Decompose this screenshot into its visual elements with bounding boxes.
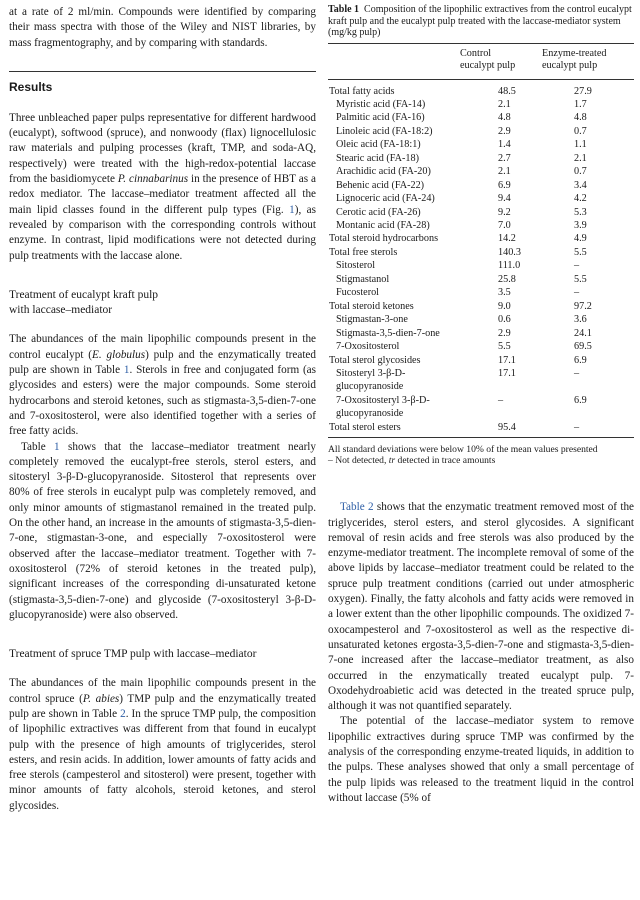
control-value-cell: 17.1: [498, 354, 516, 366]
compound-name-cell: Total free sterols: [329, 246, 398, 258]
treated-value-cell: 3.9: [574, 220, 587, 232]
treated-value-cell: 97.2: [574, 300, 592, 312]
control-value-cell: [480, 380, 564, 393]
compound-name-cell: Cerotic acid (FA-26): [336, 206, 421, 218]
control-value-cell: 2.1: [498, 98, 511, 110]
text-run: . Sterols in free and conjugated form (as glycosides and esters) were the major compounds. Some steroid hydrocarbons and steroid ketones, such as stigmasta-3,5-dien-7-one and 7-oxositosterol, were also identified together with a series of free fatty acids.: [9, 364, 316, 438]
treated-value-cell: –: [574, 421, 580, 433]
subheading-spruce: Treatment of spruce TMP pulp with laccase–mediator: [9, 648, 257, 661]
table-row: [328, 219, 634, 232]
compound-name-cell: Stigmastan-3-one: [336, 314, 408, 326]
compound-name-cell: Myristic acid (FA-14): [336, 98, 426, 110]
subheading-eucalypt-line1: Treatment of eucalypt kraft pulp: [9, 288, 159, 301]
table-row: [328, 85, 634, 98]
table-row: [328, 407, 634, 420]
table-row: [328, 273, 634, 286]
treated-value-cell: 2.1: [574, 152, 587, 164]
compound-name-cell: glucopyranoside: [336, 408, 404, 420]
table-row: [328, 125, 634, 138]
compound-name-cell: Total fatty acids: [329, 85, 395, 97]
table-row: [328, 192, 634, 205]
col-enzyme-header: [542, 48, 606, 73]
table-reference-link[interactable]: 1: [289, 203, 295, 216]
treated-value-cell: 4.8: [574, 112, 587, 124]
treated-value-cell: –: [574, 260, 580, 272]
col-enzyme-line2: eucalypt pulp: [542, 60, 598, 71]
treated-value-cell: –: [574, 368, 580, 380]
treated-value-cell: 6.9: [574, 394, 587, 406]
compound-name-cell: glucopyranoside: [336, 381, 404, 393]
control-value-cell: [480, 407, 564, 420]
table-row: [328, 421, 634, 434]
subheading-eucalypt: [9, 288, 316, 319]
compound-name-cell: Sitosteryl 3-β-D-: [336, 368, 406, 380]
text-run: shows that the laccase–mediator treatment nearly completely removed the eucalypt-free sterols, sterol esters, and sitosteryl 3-β-D-glucopyranoside. Sitosterol that represents over 80% of free sterols in eucalypt pulp was completely removed, and only minor amounts of stigmastanol remained in the treated pulp. On the other hand, an increase in the amounts of stigmasta-3,5-dien-7-one, stigmastan-3-one, and especially 7-oxositosterol were observed after the laccase–mediator treatment. Together with 7-oxositosterol (72% of steroid ketones in the treated pulp), significant increases of the corresponding di-unsaturated ketone (stigmasta-3,5-dien-7-one) and glycoside (7-oxositosteryl 3-β-D-glucopyranoside) were also observed.: [9, 440, 317, 621]
control-value-cell: 111.0: [498, 260, 521, 272]
compound-name-cell: Stearic acid (FA-18): [336, 152, 419, 164]
paragraph-eucalypt-table1: [9, 440, 316, 624]
control-value-cell: 9.0: [498, 300, 511, 312]
compound-name-cell: Palmitic acid (FA-16): [336, 112, 425, 124]
control-value-cell: 2.7: [498, 152, 511, 164]
text-run: . In the spruce TMP pulp, the composition of lipophilic extractives was different from that found in eucalypt pulp with the presence of high amounts of triglycerides, sterol esters, and resin acids. In addition, lower amounts of fatty acids and free sterols (campesterol and sitosterol) were present, together with minor amounts of fatty alcohols, steroid ketones, and sterol glycosides.: [9, 707, 316, 812]
control-value-cell: 48.5: [498, 85, 516, 97]
treated-value-cell: 3.6: [574, 314, 587, 326]
right-column: [328, 0, 634, 806]
text-run: Table: [21, 440, 55, 453]
subheading-eucalypt-line2: with laccase–mediator: [9, 304, 113, 317]
table-row: [328, 138, 634, 151]
compound-name-cell: Lignoceric acid (FA-24): [336, 193, 435, 205]
treated-value-cell: 1.1: [574, 139, 587, 151]
table-row: [328, 300, 634, 313]
table-reference-link[interactable]: 2: [120, 707, 126, 720]
table-row: [328, 367, 634, 380]
col-control-line2: eucalypt pulp: [460, 60, 516, 71]
compound-name-cell: Sitosterol: [336, 260, 376, 272]
treated-value-cell: 69.5: [574, 341, 592, 353]
control-value-cell: 6.9: [498, 179, 511, 191]
table1-column-headers: [328, 48, 634, 73]
control-value-cell: 17.1: [498, 368, 516, 380]
treated-value-cell: –: [574, 287, 580, 299]
paragraph-spruce-table2: [328, 500, 634, 714]
compound-name-cell: Behenic acid (FA-22): [336, 179, 425, 191]
text-run: ) pulp and the enzymatically treated pulp are shown in Table: [9, 348, 316, 377]
control-value-cell: 0.6: [498, 314, 511, 326]
table-row: [328, 98, 634, 111]
left-column: [9, 0, 316, 814]
table-row: [328, 206, 634, 219]
compound-name-cell: Montanic acid (FA-28): [336, 220, 430, 232]
paragraph-eucalypt-abundances: [9, 332, 316, 439]
table-row: [328, 165, 634, 178]
note-tr: tr: [388, 455, 396, 467]
treated-value-cell: 5.5: [574, 246, 587, 258]
control-value-cell: 9.2: [498, 206, 511, 218]
table-row: [328, 152, 634, 165]
table1-label: Table 1: [328, 4, 360, 15]
table1-header-rule: [328, 79, 634, 80]
table1: [328, 85, 634, 435]
treated-value-cell: 3.4: [574, 179, 587, 191]
control-value-cell: 3.5: [498, 287, 511, 299]
control-value-cell: 95.4: [498, 421, 516, 433]
table-row: [328, 354, 634, 367]
compound-name-cell: Total steroid ketones: [329, 300, 414, 312]
note-nd-text: – Not detected,: [328, 455, 389, 467]
table1-bottom-rule: [328, 437, 634, 438]
treated-value-cell: 0.7: [574, 166, 587, 178]
col-control-line1: Control: [460, 47, 492, 59]
table1-body: [328, 85, 634, 435]
col-enzyme-line1: Enzyme-treated: [542, 47, 607, 59]
control-value-cell: 2.9: [498, 327, 511, 339]
compound-name-cell: Total steroid hydrocarbons: [329, 233, 439, 245]
control-value-cell: 4.8: [498, 112, 511, 124]
table-row: [328, 232, 634, 245]
treated-value-cell: [564, 380, 634, 393]
note-tr-text: detected in trace amounts: [395, 455, 496, 467]
italic-term: P. abies: [82, 692, 120, 705]
treated-value-cell: 5.5: [574, 273, 587, 285]
compound-name-cell: Arachidic acid (FA-20): [336, 166, 431, 178]
treated-value-cell: 24.1: [574, 327, 592, 339]
table-row: [328, 327, 634, 340]
table1-caption-body: Composition of the lipophilic extractives from the control eucalypt kraft pulp and the eucalypt pulp treated with the laccase-mediator system (mg/kg pulp): [328, 4, 632, 38]
table1-note-sd: All standard deviations were below 10% of the mean values presented: [328, 444, 598, 456]
compound-name-cell: 7-Oxositosterol: [336, 341, 400, 353]
treated-value-cell: 5.3: [574, 206, 587, 218]
compound-name-cell: Total sterol esters: [329, 421, 401, 433]
treated-value-cell: 27.9: [574, 85, 592, 97]
compound-name-cell: Oleic acid (FA-18:1): [336, 139, 421, 151]
table1-top-rule: [328, 43, 634, 44]
control-value-cell: 2.1: [498, 166, 511, 178]
treated-value-cell: 4.2: [574, 193, 587, 205]
text-run: The abundances of the main lipophilic compounds present in the control eucalypt (: [9, 333, 316, 361]
control-value-cell: –: [498, 394, 504, 406]
text-run: in the presence of HBT as a redox mediator. The laccase–mediator treatment affected all the main lipid classes found in the different pulp types (Fig.: [9, 173, 316, 216]
table1-note-nd: [328, 455, 634, 466]
table-row: [328, 313, 634, 326]
paragraph-spruce-abundances: [9, 676, 316, 814]
table-row: [328, 179, 634, 192]
results-heading: Results: [9, 79, 53, 94]
paragraph-methods-end: [9, 5, 316, 51]
table-row: [328, 111, 634, 124]
text-run: The potential of the laccase–mediator system to remove lipophilic extractives during spruce TMP was confirmed by the analysis of the corresponding enzyme-treated liquids, in addition to the pulps. These analyses showed that only a small percentage of the pulp lipids was released to the treatment liquid in the control without laccase (5% of: [328, 715, 634, 804]
treated-value-cell: 1.7: [574, 98, 587, 110]
col-control-header: [460, 48, 542, 73]
italic-term: P. cinnabarinus: [117, 173, 189, 186]
table-row: [328, 259, 634, 272]
table1-caption-text: [328, 4, 634, 39]
table-row: [328, 394, 634, 407]
control-value-cell: 5.5: [498, 341, 511, 353]
text-run: ), as revealed by comparison with the corresponding controls without enzyme. In contrast, lipid modifications were not detected during pulp treatments with the laccase alone.: [9, 203, 317, 262]
treated-value-cell: 4.9: [574, 233, 587, 245]
paragraph-spruce-liquids: [328, 714, 634, 806]
control-value-cell: 25.8: [498, 273, 516, 285]
table1-caption: [328, 4, 634, 39]
table-reference-link[interactable]: Table 2: [340, 501, 374, 514]
text-run: shows that the enzymatic treatment removed most of the triglycerides, sterol esters, and sterol glycosides. A significant removal of resin acids and free sterols was also produced by the enzyme-mediator treatment. The incomplete removal of some of the above lipids by laccase–mediator treatment could be related to the spruce pulp treatment conditions (carried out under atmospheric oxygen). Finally, the fatty alcohols and fatty acids were removed in a lower extent than the other lipophilic compounds. The oxidized 7-oxocampesterol and 7-oxositosterol as well as the respective di-unsaturated ketones ergosta-3,5-dien-7-one and stigmasta-3,5-dien-7-one increased after the laccase–mediator treatment, as also occurred in the enzymatically treated eucalypt pulp. 7-Oxodehydroabietic acid was detected in the treated spruce pulp, although it was not quantified separately.: [328, 501, 635, 713]
control-value-cell: 7.0: [498, 220, 511, 232]
compound-name-cell: Linoleic acid (FA-18:2): [336, 125, 433, 137]
table-reference-link[interactable]: 1: [123, 364, 130, 377]
compound-name-cell: Stigmasta-3,5-dien-7-one: [336, 327, 440, 339]
text-run: The abundances of the main lipophilic compounds present in the control spruce (: [9, 677, 316, 705]
text-run: at a rate of 2 ml/min. Compounds were identified by comparing their mass spectra with those of the Wiley and NIST libraries, by mass fragmentography, and by comparing with standards.: [9, 6, 316, 49]
compound-name-cell: Stigmastanol: [336, 273, 390, 285]
compound-name-cell: 7-Oxositosteryl 3-β-D-: [336, 394, 430, 406]
control-value-cell: 140.3: [498, 246, 521, 258]
control-value-cell: 14.2: [498, 233, 516, 245]
treated-value-cell: 0.7: [574, 125, 587, 137]
table-reference-link[interactable]: 1: [54, 440, 60, 453]
text-run: Three unbleached paper pulps representative for different hardwood (eucalypt), softwood (spruce), and nonwoody (flax) lignocellulosic raw materials and pulping processes (kraft, TMP, and soda-AQ, respectively) were treated with the high-redox-potential laccase from the basidiomycete: [9, 111, 316, 186]
treated-value-cell: [564, 407, 634, 420]
table-row: [328, 340, 634, 353]
table-row: [328, 246, 634, 259]
table-row: [328, 286, 634, 299]
italic-term: E. globulus: [92, 348, 146, 361]
compound-name-cell: Fucosterol: [336, 287, 380, 299]
paragraph-results-intro: [9, 111, 316, 264]
control-value-cell: 1.4: [498, 139, 511, 151]
section-rule: [9, 71, 316, 72]
control-value-cell: 2.9: [498, 125, 511, 137]
text-run: ) TMP pulp and the enzymatically treated pulp are shown in Table: [9, 692, 316, 720]
compound-name-cell: Total sterol glycosides: [329, 354, 421, 366]
treated-value-cell: 6.9: [574, 354, 587, 366]
table-row: [328, 380, 634, 393]
control-value-cell: 9.4: [498, 193, 511, 205]
